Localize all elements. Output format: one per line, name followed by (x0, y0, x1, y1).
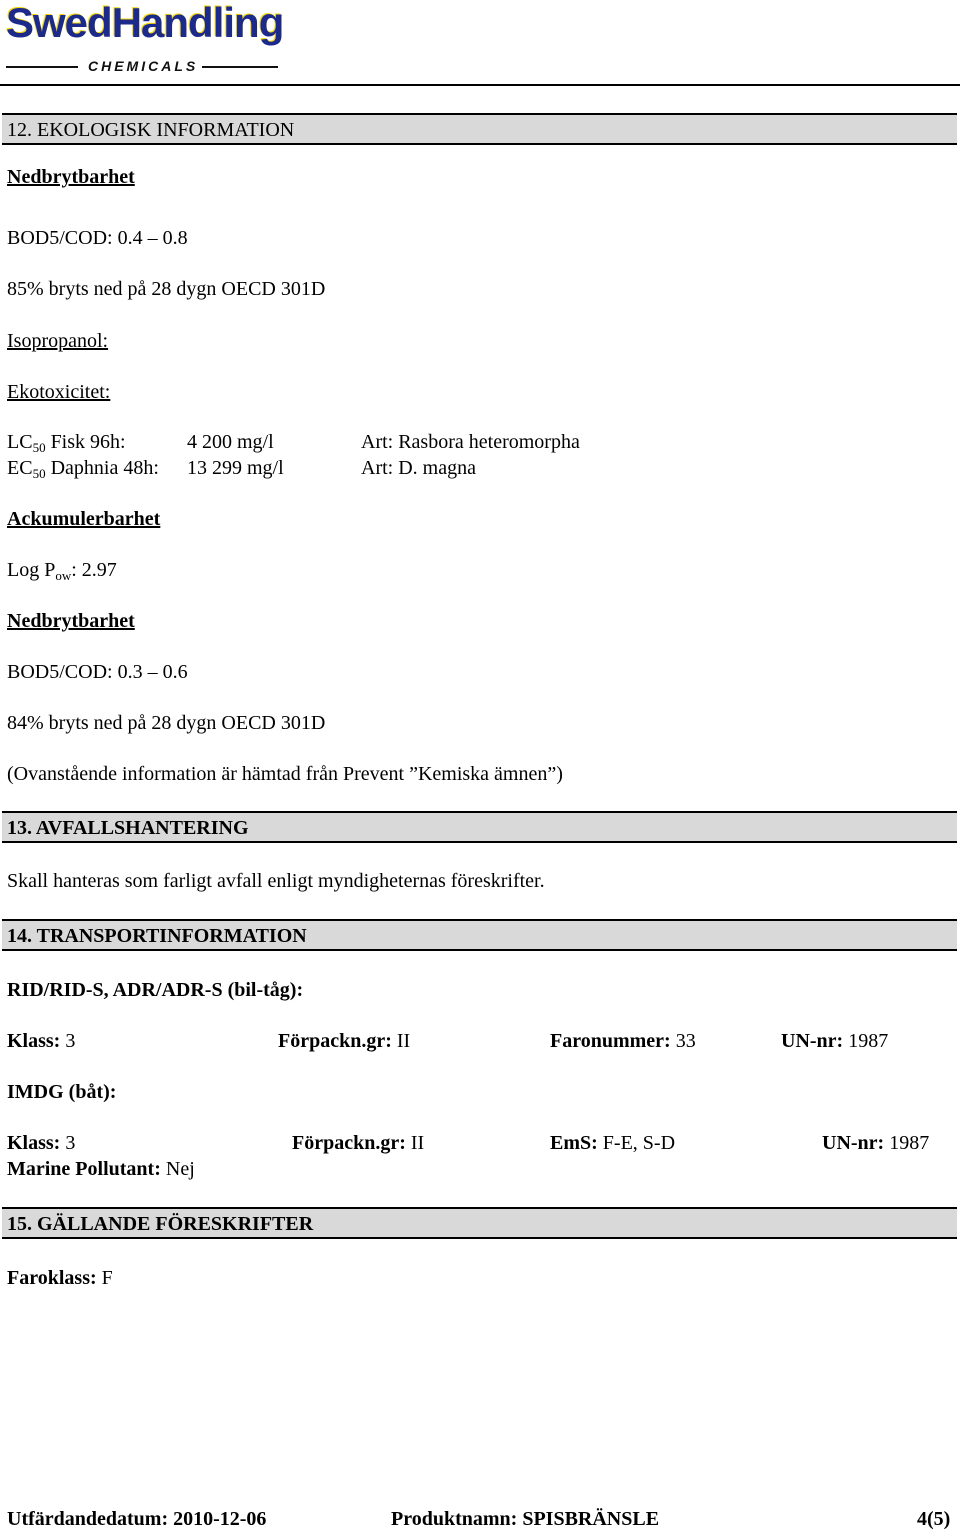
isopropanol-heading: Isopropanol: (7, 330, 109, 352)
logo-line-right (202, 66, 278, 68)
logo-sub-text: CHEMICALS (88, 58, 199, 74)
section-13-header (2, 811, 957, 843)
road-un-nr: UN-nr: 1987 (781, 1030, 889, 1052)
road-faronummer: Faronummer: 33 (550, 1030, 696, 1052)
bod-cod-2: BOD5/COD: 0.3 – 0.6 (7, 661, 188, 683)
ec50-value: 13 299 mg/l (187, 457, 284, 479)
lc50-label: $LC_{50}$ Fisk 96h: (7, 431, 126, 455)
section-13-title: 13. AVFALLSHANTERING (7, 817, 249, 839)
nedbrytbarhet-heading-1: Nedbrytbarhet (7, 166, 135, 188)
bod-cod-1: BOD5/COD: 0.4 – 0.8 (7, 227, 188, 249)
logo-line-left (6, 66, 78, 68)
nedbrytbarhet-heading-2: Nedbrytbarhet (7, 610, 135, 632)
ec50-label: $EC_{50}$ Daphnia 48h: (7, 457, 159, 481)
source-note: (Ovanstående information är hämtad från Prevent ”Kemiska ämnen”) (7, 763, 563, 785)
ekotoxicitet-heading: Ekotoxicitet: (7, 381, 111, 403)
faroklass: Faroklass: F (7, 1267, 113, 1289)
section-15-title: 15. GÄLLANDE FÖRESKRIFTER (7, 1213, 314, 1235)
log-pow: Log $P_{ow}$: 2.97 (7, 559, 117, 583)
avfall-text: Skall hanteras som farligt avfall enligt myndigheternas föreskrifter. (7, 870, 545, 892)
section-12-header (2, 113, 957, 145)
ackumulerbarhet-heading: Ackumulerbarhet (7, 508, 161, 530)
logo-brand-text: SwedHandling (6, 0, 284, 46)
ec50-species: Art: D. magna (361, 457, 476, 479)
header-divider (0, 84, 960, 86)
footer-product-name: Produktnamn: SPISBRÄNSLE (391, 1508, 660, 1530)
rid-adr-heading: RID/RID-S, ADR/ADR-S (bil-tåg): (7, 979, 304, 1001)
sea-forpackngr: Förpackn.gr: II (292, 1132, 425, 1154)
footer-issue-date: Utfärdandedatum: 2010-12-06 (7, 1508, 267, 1530)
section-15-header (2, 1207, 957, 1239)
footer-page-number: 4(5) (917, 1508, 951, 1530)
sea-un-nr: UN-nr: 1987 (822, 1132, 930, 1154)
bryts-ned-2: 84% bryts ned på 28 dygn OECD 301D (7, 712, 326, 734)
lc50-species: Art: Rasbora heteromorpha (361, 431, 580, 453)
bryts-ned-1: 85% bryts ned på 28 dygn OECD 301D (7, 278, 326, 300)
section-12-title: 12. EKOLOGISK INFORMATION (7, 119, 295, 141)
company-logo (6, 0, 284, 74)
marine-pollutant: Marine Pollutant: Nej (7, 1158, 195, 1180)
road-klass: Klass: 3 (7, 1030, 76, 1052)
lc50-value: 4 200 mg/l (187, 431, 274, 453)
sea-ems: EmS: F-E, S-D (550, 1132, 676, 1154)
section-14-title: 14. TRANSPORTINFORMATION (7, 925, 307, 947)
road-forpackngr: Förpackn.gr: II (278, 1030, 411, 1052)
section-14-header (2, 919, 957, 951)
imdg-heading: IMDG (båt): (7, 1081, 117, 1103)
sea-klass: Klass: 3 (7, 1132, 76, 1154)
